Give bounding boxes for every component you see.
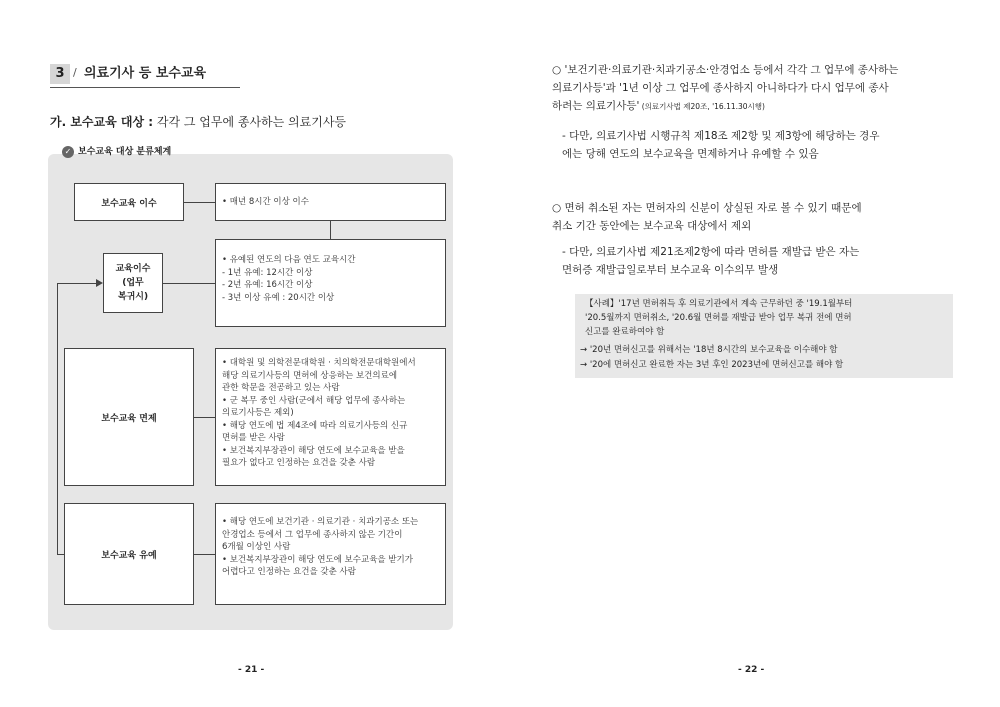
section-title: 의료기사 등 보수교육 (84, 66, 207, 81)
description-line: - 3년 이상 유예 : 20시간 이상 (222, 292, 335, 303)
description-line: - 1년 유예: 12시간 이상 (222, 267, 313, 278)
case-line: '20.5월까지 면허취소, '20.6월 면허를 재발급 받아 업무 복귀 전에 면허 (585, 313, 852, 323)
description-line: • 군 복무 중인 사람(군에서 해당 업무에 종사하는 (222, 395, 406, 406)
check-circle-icon: ✓ (62, 146, 74, 158)
description-line: 어렵다고 인정하는 요건을 갖춘 사람 (222, 567, 356, 577)
subtitle (50, 113, 346, 130)
case-line: 【사례】'17년 면허취득 후 의료기관에서 계속 근무하던 중 '19.1월부터 (585, 299, 853, 309)
description-line: • 보건복지부장관이 해당 연도에 보수교육을 받을 (222, 445, 405, 456)
description-box-2 (215, 239, 446, 327)
subtitle-prefix: 가. 보수교육 대상 : (50, 115, 154, 129)
description-line: • 매년 8시간 이상 이수 (222, 196, 309, 207)
connector (194, 554, 215, 555)
legal-note: (의료기사법 제20조, '16.11.30시행) (639, 102, 765, 111)
description-line: • 보건복지부장관이 해당 연도에 보수교육을 받기가 (222, 554, 413, 565)
paragraph-1: ○ '보건기관·의료기관·치과기공소·안경업소 등에서 각각 그 업무에 종사하는 의료기사등'과 '1년 이상 그 업무에 종사하지 아니하다가 다시 업무에 종사 하려는 의료기사등' (의료기사법 제20조, '16.11.30시행) (552, 64, 899, 112)
connector (163, 283, 215, 284)
category-box-4: 보수교육 유예 (64, 503, 194, 605)
description-box-1 (215, 183, 446, 221)
case-line: 신고를 완료하여야 함 (585, 327, 665, 337)
description-line: 의료기사등은 제외) (222, 408, 294, 418)
description-line: 안경업소 등에서 그 업무에 종사하지 않은 기간이 (222, 529, 403, 540)
section-heading (50, 64, 250, 86)
description-line: - 2년 유예: 16시간 이상 (222, 280, 313, 290)
arrow-note: → '20에 면허신고 완료한 자는 3년 후인 2023년에 면허신고를 해야 함 (580, 360, 844, 370)
description-line: 해당 의료기사등의 면허에 상응하는 보건의료에 (222, 370, 398, 381)
category-box-3: 보수교육 면제 (64, 348, 194, 486)
category-box-2: 교육이수 (업무 복귀시) (103, 253, 163, 313)
arrow-note: → '20년 면허신고를 위해서는 '18년 8시간의 보수교육을 이수해야 함 (580, 345, 838, 355)
page-number: - 22 - (738, 665, 765, 675)
return-connector (57, 554, 64, 555)
description-box-4 (215, 503, 446, 605)
section-underline (50, 87, 240, 88)
connector (194, 417, 215, 418)
paragraph-3: ○ 면허 취소된 자는 면허자의 신분이 상실된 자로 볼 수 있기 때문에 취소 기간 동안에는 보수교육 대상에서 제외 (552, 202, 862, 232)
description-line: • 해당 연도에 보건기관 · 의료기관 · 치과기공소 또는 (222, 517, 419, 527)
connector (184, 202, 215, 203)
paragraph-2: - 다만, 의료기사법 시행규칙 제18조 제2항 및 제3항에 해당하는 경우 에는 당해 연도의 보수교육을 면제하거나 유예할 수 있음 (562, 130, 880, 160)
return-connector (57, 283, 97, 284)
diagram-label (62, 144, 171, 158)
description-line: • 대학원 및 의학전문대학원 · 치의학전문대학원에서 (222, 358, 416, 368)
connector (330, 221, 331, 239)
category-box-1: 보수교육 이수 (74, 183, 184, 221)
page-number: - 21 - (238, 665, 265, 675)
description-line: • 해당 연도에 법 제4조에 따라 의료기사등의 신규 (222, 420, 408, 431)
description-line: 관한 학문을 전공하고 있는 사람 (222, 383, 340, 393)
description-line: 면허를 받은 사람 (222, 433, 285, 443)
description-line: 6개월 이상인 사람 (222, 542, 291, 552)
paragraph-4: - 다만, 의료기사법 제21조제2항에 따라 면허를 재발급 받은 자는 면허증 재발급일로부터 보수교육 이수의무 발생 (562, 246, 860, 276)
return-connector (57, 283, 58, 555)
arrow-right-icon (96, 279, 103, 287)
section-slash: / (73, 66, 77, 79)
right-page (500, 0, 1000, 707)
diagram-label-text: 보수교육 대상 분류체계 (78, 147, 172, 157)
description-line: 필요가 없다고 인정하는 요건을 갖춘 사람 (222, 458, 376, 468)
section-number: 3 (50, 64, 70, 84)
description-line: • 유예된 연도의 다음 연도 교육시간 (222, 255, 356, 265)
subtitle-text: 각각 그 업무에 종사하는 의료기사등 (153, 115, 347, 129)
description-box-3 (215, 348, 446, 486)
